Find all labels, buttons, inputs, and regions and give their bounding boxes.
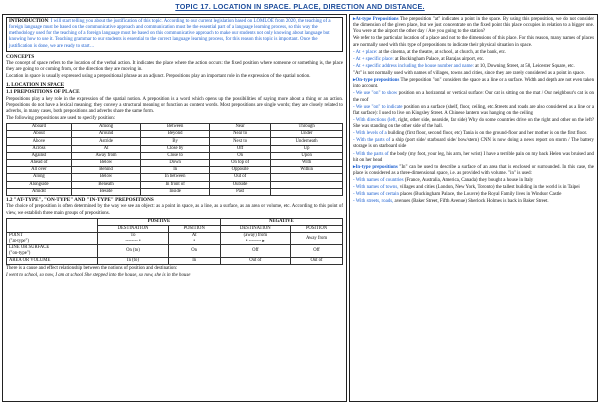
table-row [7,138,343,145]
list-item: - With names of certain places (Buckingham Palace, the Louvre) the Royal Family lives in Windsor Castle [353,192,562,198]
table-cell: With [271,159,343,166]
table-cell: Astride [71,138,141,145]
table-row [7,167,343,174]
table-cell: To -------- • [98,232,168,245]
on-type-paragraph [353,78,594,90]
at-type-note: "At" is not normally used with names of villages, towns and cities, since they are rarely considered as a point in space. [353,71,585,76]
table-cell: Out of [291,258,343,265]
table-cell: Within [271,167,343,174]
table-cell: Out of [220,258,290,265]
table-cell [271,174,343,181]
list-item: - We use "on" to show position on a horizontal or vertical surface: Our cat is sitting on the mat / Our neighbour's cat is on the roof [353,91,594,103]
in-type-text: "In" can be used to describe a surface of an area that is enclosed or surrounded. In this case, the place is considered as a three-dimensional space, i.e. as provided with volume. "in" is used: [353,164,594,176]
prepositions-table [6,123,343,196]
table-cell: Upon [271,152,343,159]
prepositions-list-intro: The following prepositions are used to specify position: [6,115,116,121]
table-row [7,188,343,195]
table-row [7,181,343,188]
table-cell: Beneath [71,181,141,188]
table-row [7,145,343,152]
table-row [7,124,343,131]
table-cell: Away from [71,152,141,159]
table-cell: Across [7,145,72,152]
section-1-2-text: The choice of preposition is often determined by the way we see an object: as a point in space, as a line, as a surface, as an area or volume, etc. According to this point of view, we establish three main groups of prepositions. [6,204,343,216]
table-row [7,152,343,159]
table-cell: In [141,167,210,174]
table-cell [271,181,343,188]
table-cell: Out of [209,174,270,181]
table-cell: Between [141,124,210,131]
table-cell: On top of [209,159,270,166]
table-cell: Inside [141,188,210,195]
table-cell: Close to [141,152,210,159]
section-1-1-heading: 1.1 PREPOSITIONS OF PLACE [6,89,80,95]
table-cell: In front of [141,181,210,188]
list-item: - With levels of a building (first floor, second floor, etc) Tania is on the ground-floor and her mother is on the first floor. [353,131,588,137]
concepts-heading: CONCEPTS [6,53,35,60]
list-item: - At + specific address including the house number and name: at 10, Downing Street, at 58, Leicester Square, etc. [353,63,575,69]
location-text: Location in space is usually expressed using a prepositional phrase as an adjunct. Prepositions play an important role in the expression of the spatial notion. [6,74,311,80]
table-cell: All over [7,167,72,174]
in-type-heading: In-type prepositions [355,164,398,170]
table-row [7,245,343,258]
table-cell: Alongside [7,181,72,188]
cause-effect-example: I went to school, so now, I am at school She stepped into the house, so now, she is in the house [6,273,191,279]
concepts-text: The concept of space refers to the location of the verbal action. It indicates the place where the action occurs: the fixed position where someone or something is, the place they are going to or coming from, or the direction they are moving in. [6,61,343,73]
table-cell: At • [168,232,220,245]
table-cell: Up [271,145,343,152]
table-cell: About [7,131,72,138]
table-cell: Against [7,152,72,159]
table-cell: Beyond [141,131,210,138]
at-type-heading: At-type Prepositions [355,17,399,22]
list-item: - With names of towns, villages and cities (London, New York, Toronto) the tallest building in the world is in Taipei [353,185,580,191]
destination-header: DESTINATION [220,225,290,232]
table-cell: On [168,245,220,258]
table-cell: Opposite [209,167,270,174]
at-type-text: The preposition "at" indicates a point in the space. By using this preposition, we do not consider the dimension of the given place, but we just concentrate on the fixed point this place occupies in relation to a bigger one. You were at the airport the other day / Are you going to the station? [353,17,594,35]
table-cell: On (to) [98,245,168,258]
table-row [7,232,343,245]
list-item: - At + place: at the cinema, at the theatre, at school, at church, at the bank, etc. [353,49,507,55]
table-cell: Above [7,138,72,145]
right-column [349,14,598,402]
on-type-list [353,91,594,163]
table-cell: Among [71,124,141,131]
list-item: - At + specific place: at Buckingham Palace, at Barajas airport, etc. [353,56,485,62]
at-type-text-2: We refer to the particular location of a place and not to the dimensions of this place. For this reason, many names of places are normally used with this type of prepositions to indicate their physical situation in space. [353,36,594,48]
at-type-list [353,50,594,70]
page-title: TOPIC 17. LOCATION IN SPACE. PLACE, DIRECTION AND DISTANCE. [175,2,425,11]
table-cell: Near [209,124,270,131]
in-type-paragraph [353,165,594,177]
position-header: POSITION [291,225,343,232]
table-cell: Around [71,131,141,138]
table-cell [271,188,343,195]
table-row [7,258,343,265]
table-cell: Along [7,174,72,181]
bullet-icon: ▸ [353,78,356,84]
table-cell: Beside [71,188,141,195]
table-cell: Down [141,159,210,166]
destination-header: DESTINATION [98,225,168,232]
intro-box [6,17,343,52]
table-row [7,131,343,138]
left-column [2,14,347,402]
table-cell: In [168,258,220,265]
table-cell: Below [71,159,141,166]
table-cell: On [209,152,270,159]
bullet-icon: ▸ [353,17,356,22]
row-header: POINT ("at-type") [7,232,98,245]
intro-text: : I will start telling you about the justification of this topic. According to our current legislation based on LOMLOE from 2020, the teaching of a foreign language must be based on the communicative approach and communication must be the essential part of a language learning process, so this way the methodology used for the teaching of a foreign language must be based on this communicative approach to make our students not only knowing about language but knowing how to use it. Teaching grammar to our students is essential to the correct language learning process, for this reason this topic is important. Once the justification is done, we are ready to start… [9,19,331,49]
table-cell: In (to) [98,258,168,265]
list-item: - With streets, roads, avenues (Baker Street, Fifth Avenue) Sherlock Holmes is back in Baker Street. [353,199,549,205]
table-cell: Ahead of [7,159,72,166]
positive-header: POSITIVE [98,218,220,225]
table-cell: Behind [71,167,141,174]
table-cell: (away) from • -------- ▸ [220,232,290,245]
table-row [7,159,343,166]
list-item: - With the parts of the body (my foot, your leg, his arm, her wrist) I have a terrible pain on my back Helen was bruised and hit on her head [353,151,594,163]
table-cell: Next to [209,138,270,145]
table-cell: Off [220,245,290,258]
table-cell: Underneath [271,138,343,145]
table-corner [7,218,98,232]
on-type-text: The preposition "on" considers the space as a line or a surface. Width and depth are not even taken into account. [353,78,595,90]
in-type-list [353,178,594,206]
row-header: LINE OR SURFACE ("on-type") [7,245,98,258]
table-cell: Off [291,245,343,258]
table-cell: Under [271,131,343,138]
on-type-heading: On-type prepositions [355,78,400,84]
list-item: - With directions (left, right, other side, nearside, far side) Why do some countries drive on the right and other on the left? She was standing on the other side of the hall. [353,117,594,129]
section-1-2-heading: 1.2 "AT-TYPE", "ON-TYPE" AND "IN-TYPE" PREPOSITIONS [6,196,154,203]
table-cell: Near to [209,131,270,138]
table-cell: Amidst [7,188,72,195]
table-cell: At [71,145,141,152]
list-item: - We use "on" to indicate position on a surface (shelf, floor, ceiling, etc.Streets and roads are also considered as a line or a flat surface): I used to live on Kingsley Street. A Chinese lantern was hanging on the ceiling [353,104,594,116]
negative-header: NEGATIVE [220,218,342,225]
table-cell: Below [71,174,141,181]
table-cell: Through [271,124,343,131]
table-cell: Outside [209,181,270,188]
row-header: AREA OR VOLUME [7,258,98,265]
list-item: - With the parts of a ship (port side/ starboard side/ bow/stern) CNN is now doing a news report on storm / The battery storage is on starboard side [353,138,594,150]
prepositions-text: Prepositions play a key role in the expression of the spatial notion. A preposition is a word which opens up the possibilities of saying more about a thing or an action. Prepositions do not have a lexical meaning; they convey a structural meaning or function as content words. Most prepositions are single words; they are closely related to adverbs, in many cases, both prepositions and adverbs share the same form. [6,96,343,114]
list-item: - With names of countries (France, Australia, America, Canada) they bought a house in Italy [353,178,534,183]
table-cell: Away from [291,232,343,245]
cause-effect-text: There is a cause and effect relationship between the notions of position and destination: [6,266,178,272]
at-type-paragraph [353,17,594,35]
table-cell: In between [141,174,210,181]
table-cell: By [141,138,210,145]
intro-label: INTRODUCTION [9,19,49,24]
section-1-heading: 1. LOCATION IN SPACE [6,81,65,88]
bullet-icon: ▸ [353,164,356,170]
table-cell: Past [209,188,270,195]
table-row [7,174,343,181]
position-header: POSITION [168,225,220,232]
table-cell: Aboard [7,124,72,131]
preposition-types-table [6,218,343,266]
table-cell: Close by [141,145,210,152]
table-cell: Off [209,145,270,152]
